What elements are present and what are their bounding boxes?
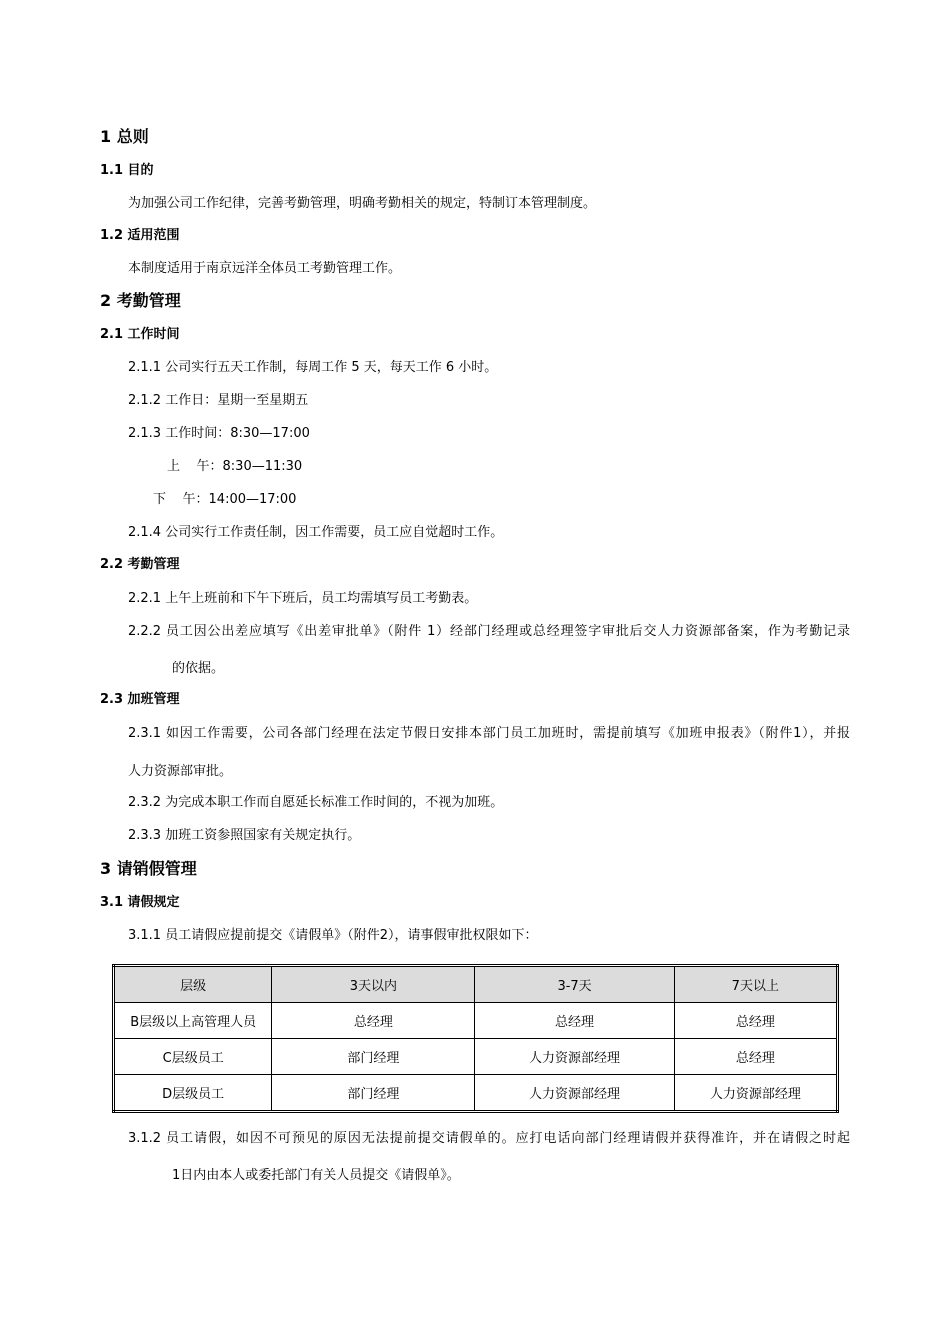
clause-2-2-1: 2.2.1 上午上班前和下午下班后，员工均需填写员工考勤表。 xyxy=(128,591,478,606)
section-2-1-heading: 2.1 工作时间 xyxy=(100,327,180,342)
afternoon-hours: 下 午：14:00—17:00 xyxy=(153,492,297,507)
table-cell: 总经理 xyxy=(674,1003,837,1039)
table-cell: 人力资源部经理 xyxy=(475,1075,674,1112)
table-cell: D层级员工 xyxy=(114,1075,272,1112)
clause-2-1-1: 2.1.1 公司实行五天工作制，每周工作 5 天，每天工作 6 小时。 xyxy=(128,360,498,375)
table-row xyxy=(114,1003,838,1039)
section-2-2-heading: 2.2 考勤管理 xyxy=(100,557,180,572)
section-1-1-heading: 1.1 目的 xyxy=(100,163,154,178)
clause-3-1-1: 3.1.1 员工请假应提前提交《请假单》（附件2），请事假审批权限如下： xyxy=(128,928,538,943)
table-cell: 部门经理 xyxy=(272,1039,475,1075)
header-level: 层级 xyxy=(114,966,272,1003)
clause-2-3-2: 2.3.2 为完成本职工作而自愿延长标准工作时间的，不视为加班。 xyxy=(128,795,504,810)
clause-3-1-2-line-2: 1日内由本人或委托部门有关人员提交《请假单》。 xyxy=(172,1168,460,1183)
leave-approval-table xyxy=(112,964,839,1113)
table-cell: 人力资源部经理 xyxy=(475,1039,674,1075)
section-3-heading: 3 请销假管理 xyxy=(100,859,197,878)
table-cell: 部门经理 xyxy=(272,1075,475,1112)
table-cell: 总经理 xyxy=(475,1003,674,1039)
section-2-heading: 2 考勤管理 xyxy=(100,291,181,310)
section-3-1-heading: 3.1 请假规定 xyxy=(100,895,180,910)
table-cell: C层级员工 xyxy=(114,1039,272,1075)
clause-2-1-4: 2.1.4 公司实行工作责任制，因工作需要，员工应自觉超时工作。 xyxy=(128,525,504,540)
table-row xyxy=(114,1039,838,1075)
table-cell: B层级以上高管理人员 xyxy=(114,1003,272,1039)
header-3-7-days: 3-7天 xyxy=(475,966,674,1003)
morning-hours: 上 午：8:30—11:30 xyxy=(167,459,303,474)
header-over-7-days: 7天以上 xyxy=(674,966,837,1003)
table-cell: 总经理 xyxy=(674,1039,837,1075)
clause-2-3-1-line-1: 2.3.1 如因工作需要，公司各部门经理在法定节假日安排本部门员工加班时，需提前填写《加班申报表》（附件1），并报 xyxy=(128,726,850,741)
clause-2-3-3: 2.3.3 加班工资参照国家有关规定执行。 xyxy=(128,828,361,843)
clause-2-3-1-line-2: 人力资源部审批。 xyxy=(128,764,233,779)
clause-2-2-2-line-1: 2.2.2 员工因公出差应填写《出差审批单》（附件 1）经部门经理或总经理签字审批后交人力资源部备案，作为考勤记录 xyxy=(128,624,850,639)
section-2-3-heading: 2.3 加班管理 xyxy=(100,692,180,707)
clause-2-1-3: 2.1.3 工作时间：8:30—17:00 xyxy=(128,426,310,441)
header-within-3-days: 3天以内 xyxy=(272,966,475,1003)
table-row xyxy=(114,1075,838,1112)
section-1-2-text: 本制度适用于南京远洋全体员工考勤管理工作。 xyxy=(128,261,402,276)
table-cell: 人力资源部经理 xyxy=(674,1075,837,1112)
table-header-row xyxy=(114,966,838,1003)
clause-2-2-2-line-2: 的依据。 xyxy=(172,661,225,676)
section-1-heading: 1 总则 xyxy=(100,127,149,146)
clause-3-1-2-line-1: 3.1.2 员工请假，如因不可预见的原因无法提前提交请假单的。应打电话向部门经理请假并获得准许，并在请假之时起 xyxy=(128,1131,850,1146)
section-1-1-text: 为加强公司工作纪律，完善考勤管理，明确考勤相关的规定，特制订本管理制度。 xyxy=(128,196,597,211)
table-cell: 总经理 xyxy=(272,1003,475,1039)
clause-2-1-2: 2.1.2 工作日：星期一至星期五 xyxy=(128,393,309,408)
section-1-2-heading: 1.2 适用范围 xyxy=(100,228,180,243)
